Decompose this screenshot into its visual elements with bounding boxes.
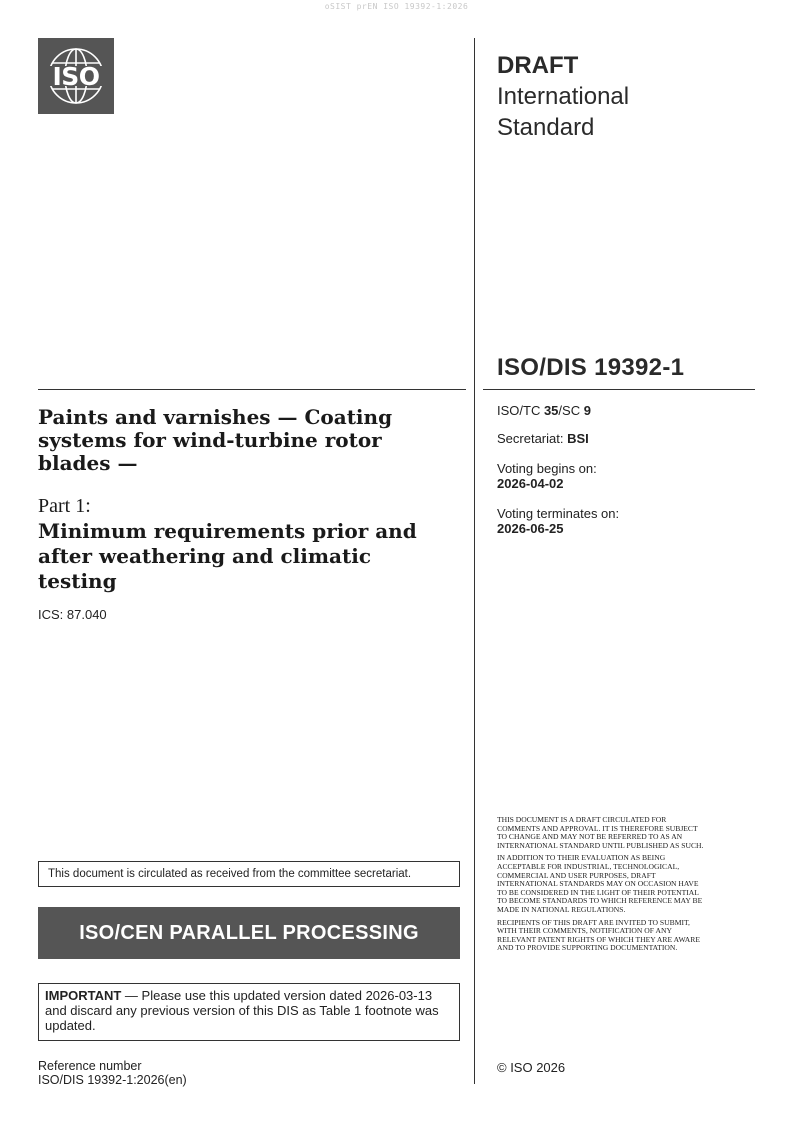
disclaimer-paragraph: IN ADDITION TO THEIR EVALUATION AS BEING ACCEPTABLE FOR INDUSTRIAL, TECHNOLOGICAL, COMMERCIAL AND USER PURPOSES, DRAFT INTERNATIONAL STANDARDS MAY ON OCCASION HAVE TO BE CONSIDERED IN THE LIGHT OF THEIR POTENTIAL TO BECOME STANDARDS TO WHICH REFERENCE MAY BE MADE IN NATIONAL REGULATIONS. xyxy=(497,853,703,914)
part-title: Minimum requirements prior and after weathering and climatic testing xyxy=(38,519,417,593)
voting-terminates-date: 2026-06-25 xyxy=(497,521,564,536)
draft-disclaimer xyxy=(497,816,707,957)
document-type xyxy=(497,50,629,143)
secretariat-value: BSI xyxy=(567,431,589,446)
parallel-processing-banner: ISO/CEN PARALLEL PROCESSING xyxy=(38,907,460,959)
reference-number xyxy=(38,1059,187,1087)
committee-sc: 9 xyxy=(583,403,591,418)
horizontal-divider-right xyxy=(483,389,755,390)
voting-begins-date: 2026-04-02 xyxy=(497,476,564,491)
voting-begins xyxy=(497,461,597,491)
copyright: © ISO 2026 xyxy=(497,1060,566,1075)
voting-begins-label: Voting begins on: xyxy=(497,461,597,476)
secretariat xyxy=(497,431,589,446)
ics-code: ICS: 87.040 xyxy=(38,607,107,622)
committee-sep: /SC xyxy=(558,403,584,418)
important-text: — Please use this updated version dated 2026-03-13 and discard any previous version of this DIS as Table 1 footnote was updated. xyxy=(45,988,439,1033)
globe-icon xyxy=(38,38,114,114)
document-number: ISO/DIS 19392-1 xyxy=(497,354,685,381)
part-label: Part 1: xyxy=(38,495,91,517)
disclaimer-paragraph: RECIPIENTS OF THIS DRAFT ARE INVITED TO SUBMIT, WITH THEIR COMMENTS, NOTIFICATION OF ANY RELEVANT PATENT RIGHTS OF WHICH THEY ARE AWARE AND TO PROVIDE SUPPORTING DOCUMENTATION. xyxy=(497,917,700,953)
iso-logo-text: ISO xyxy=(52,62,100,91)
horizontal-divider-left xyxy=(38,389,466,390)
disclaimer-paragraph: THIS DOCUMENT IS A DRAFT CIRCULATED FOR COMMENTS AND APPROVAL. IT IS THEREFORE SUBJECT TO CHANGE AND MAY NOT BE REFERRED TO AS AN INTERNATIONAL STANDARD UNTIL PUBLISHED AS SUCH. xyxy=(497,815,704,850)
draft-label: DRAFT xyxy=(497,52,579,79)
vertical-divider xyxy=(474,38,475,1084)
secretariat-label: Secretariat: xyxy=(497,431,568,446)
iso-logo xyxy=(38,38,114,114)
document-type-line3: Standard xyxy=(497,114,595,141)
reference-label: Reference number xyxy=(38,1059,142,1073)
important-label: IMPORTANT xyxy=(45,988,122,1003)
important-notice xyxy=(38,983,460,1041)
document-title: Paints and varnishes — Coating systems for wind-turbine rotor blades — xyxy=(38,405,393,475)
document-type-line2: International xyxy=(497,83,630,110)
committee-tc: 35 xyxy=(543,403,559,418)
watermark: oSIST prEN ISO 19392-1:2026 xyxy=(324,2,469,11)
reference-value: ISO/DIS 19392-1:2026(en) xyxy=(38,1073,187,1087)
circulation-notice: This document is circulated as received from the committee secretariat. xyxy=(38,861,460,887)
voting-terminates-label: Voting terminates on: xyxy=(497,506,620,521)
committee xyxy=(497,403,591,418)
committee-prefix: ISO/TC xyxy=(497,403,544,418)
voting-terminates xyxy=(497,506,619,536)
